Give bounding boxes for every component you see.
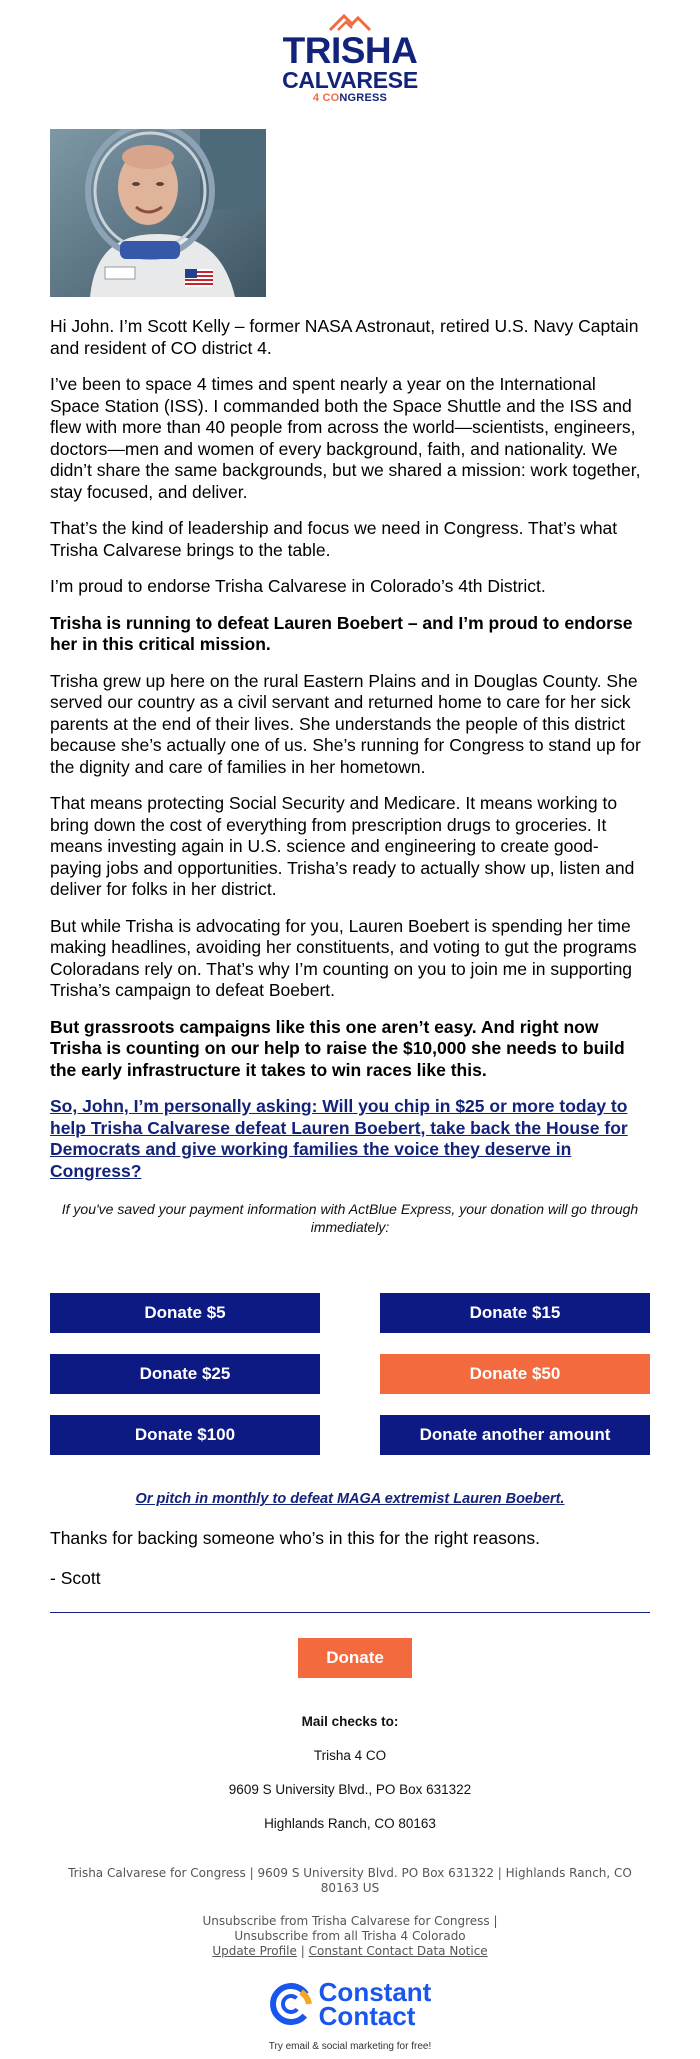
campaign-logo [0, 10, 700, 105]
constant-contact-logo-icon [269, 1982, 313, 2026]
unsubscribe-campaign-link[interactable]: Unsubscribe from Trisha Calvarese for Congress | [202, 1914, 498, 1928]
unsubscribe-all-link[interactable]: Unsubscribe from all Trisha 4 Colorado [234, 1929, 466, 1943]
closing-thanks: Thanks for backing someone who’s in this for the right reasons. [50, 1528, 540, 1548]
paragraph-grassroots: But grassroots campaigns like this one aren’t easy. And right now Trisha is counting on our help to raise the $10,000 she needs to build the early infrastructure it takes to win races like this. [50, 1016, 625, 1080]
astronaut-photo-art [50, 129, 266, 297]
donate-100-button[interactable]: Donate $100 [50, 1415, 320, 1455]
logo-name-first: TRISHA [282, 30, 418, 71]
footer-separator: | [300, 1944, 305, 1958]
donate-25-button[interactable]: Donate $25 [50, 1354, 320, 1394]
data-notice-link[interactable]: Constant Contact Data Notice [308, 1944, 488, 1958]
footer-unsubscribe-campaign[interactable] [50, 1914, 650, 1929]
constant-contact-word1: Constant [318, 1977, 432, 2007]
email-body [50, 316, 650, 1276]
logo-tag-number: 4 CO [312, 92, 340, 104]
update-profile-link[interactable]: Update Profile [212, 1944, 297, 1958]
mail-street: 9609 S University Blvd., PO Box 631322 [228, 1782, 472, 1797]
ask-donate-link[interactable]: So, John, I’m personally asking: Will you chip in $25 or more today to help Trisha Calvarese defeat Lauren Boebert, take back the House for Democrats and give working families the voice they deserve in Congress? [50, 1096, 628, 1181]
constant-contact-word2: Contact [318, 2001, 416, 2031]
donate-15-button[interactable]: Donate $15 [380, 1293, 650, 1333]
footer-unsubscribe-all[interactable] [50, 1929, 650, 1944]
monthly-donation-link[interactable]: Or pitch in monthly to defeat MAGA extremist Lauren Boebert. [135, 1491, 565, 1507]
mail-name: Trisha 4 CO [313, 1748, 387, 1763]
donate-50-button[interactable]: Donate $50 [380, 1354, 650, 1394]
footer-address: Trisha Calvarese for Congress | 9609 S University Blvd. PO Box 631322 | Highlands Ranch, CO 80163 US [68, 1866, 632, 1895]
donate-other-amount-button[interactable]: Donate another amount [380, 1415, 650, 1455]
paragraph-leadership: That’s the kind of leadership and focus we need in Congress. That’s what Trisha Calvarese brings to the table. [50, 518, 618, 560]
mail-city: Highlands Ranch, CO 80163 [264, 1816, 436, 1831]
paragraph-background: Trisha grew up here on the rural Eastern Plains and in Douglas County. She served our country as a civil servant and returned home to care for her sick parents at the end of their lives. She understands the people of this district because she’s actually one of us. She’s running for Congress to stand up for the dignity and care of families in her hometown. [50, 670, 641, 777]
donate-5-button[interactable]: Donate $5 [50, 1293, 320, 1333]
logo-tag-word: NGRESS [339, 92, 388, 104]
logo-name-last: CALVARESE [282, 67, 418, 93]
astronaut-photo [50, 129, 266, 297]
constant-contact-tagline: Try email & social marketing for free! [268, 2041, 432, 2052]
signature: - Scott [50, 1568, 101, 1588]
paragraph-priorities: That means protecting Social Security and Medicare. It means working to bring down the cost of everything from prescription drugs to groceries. It means investing again in U.S. science and engineering to create good-paying jobs and opportunities. Trisha’s ready to actually show up, listen and deliver for folks in her district. [50, 793, 635, 899]
constant-contact-brand[interactable] [0, 1977, 700, 2052]
donate-button[interactable]: Donate [298, 1638, 412, 1678]
paragraph-intro: Hi John. I’m Scott Kelly – former NASA Astronaut, retired U.S. Navy Captain and resident of CO district 4. [50, 316, 639, 358]
footer-links [50, 1944, 650, 1959]
paragraph-boebert: But while Trisha is advocating for you, Lauren Boebert is spending her time making headlines, avoiding her constituents, and voting to gut the programs Coloradans rely on. That’s why I’m counting on you to join me in supporting Trisha’s campaign to defeat Boebert. [50, 915, 637, 1000]
logo-tagline [0, 92, 700, 105]
actblue-express-note: If you've saved your payment information with ActBlue Express, your donation will go through immediately: [61, 1201, 639, 1235]
paragraph-defeat-boebert: Trisha is running to defeat Lauren Boebert – and I’m proud to endorse her in this critical mission. [50, 612, 633, 654]
mail-checks-heading: Mail checks to: [301, 1714, 399, 1729]
divider [50, 1612, 650, 1613]
paragraph-space: I’ve been to space 4 times and spent nearly a year on the International Space Station (ISS). I commanded both the Space Shuttle and the ISS and flew with more than 40 people from across the world—scientists, engineers, doctors—men and women of every background, faith, and nationality. We didn’t share the same backgrounds, but we shared a mission: work together, stay focused, and deliver. [50, 374, 641, 502]
paragraph-endorse: I’m proud to endorse Trisha Calvarese in Colorado’s 4th District. [50, 576, 546, 596]
